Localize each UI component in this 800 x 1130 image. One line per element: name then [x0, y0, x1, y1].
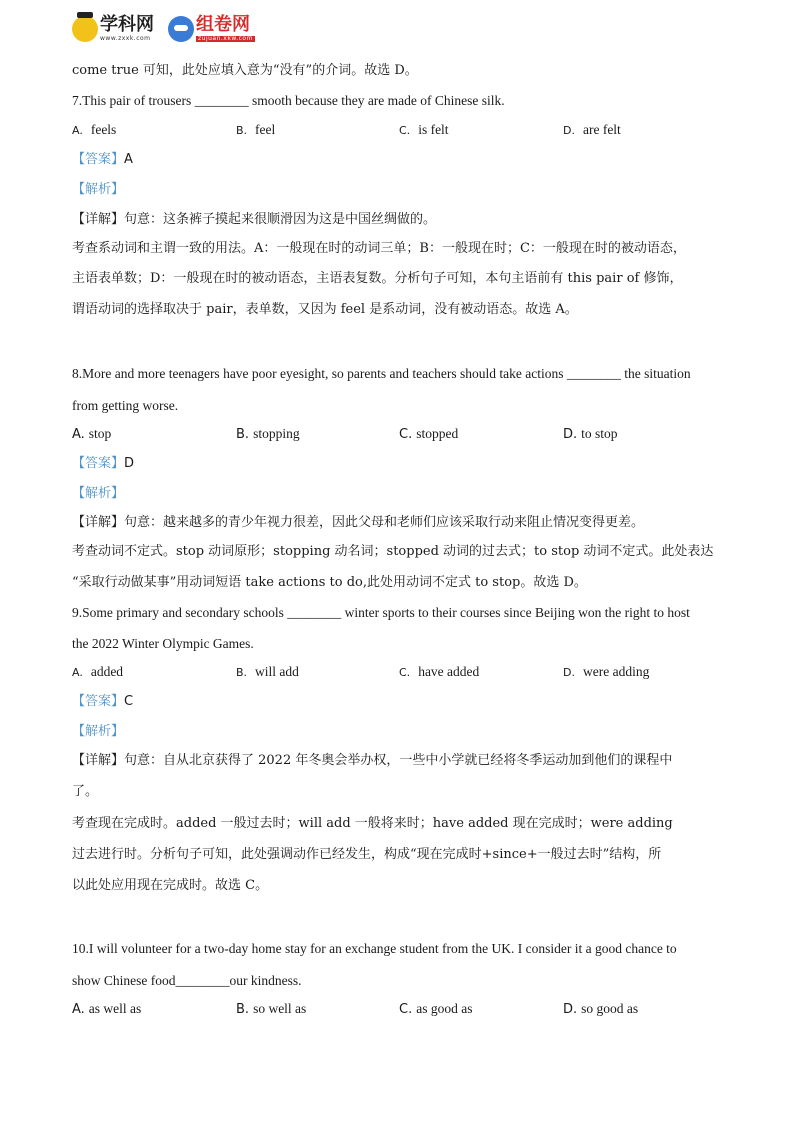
question-9-line1: 9.Some primary and secondary schools ________ winter sports to their courses since Beijing won the right to host	[72, 605, 690, 620]
q8-option-d: D. to stop	[563, 426, 618, 442]
q9-answer: 【答案】C	[72, 694, 134, 709]
logo-url: www.zxxk.com	[100, 35, 151, 42]
q8-detail-1: 【详解】句意：越来越多的青少年视力很差，因此父母和老师们应该采取行动来阻止情况变得更差。	[72, 515, 645, 530]
q9-detail-3: 考查现在完成时。added 一般过去时；will add 一般将来时；have added 现在完成时；were adding	[72, 816, 673, 831]
q9-detail-1: 【详解】句意：自从北京获得了 2022 年冬奥会举办权，一些中小学就已经将冬季运动加到他们的课程中	[72, 753, 673, 768]
q10-option-b: B. so well as	[236, 1001, 307, 1017]
q10-option-d: D. so good as	[563, 1001, 639, 1017]
question-8-line2: from getting worse.	[72, 398, 179, 413]
q7-option-b: B. feel	[236, 122, 276, 137]
logo-zujuanwang	[168, 16, 255, 42]
intro-text: come true 可知，此处应填入意为“没有”的介词。故选 D。	[72, 63, 418, 78]
q8-analysis-tag: 【解析】	[72, 486, 125, 501]
q7-detail-1: 【详解】句意：这条裤子摸起来很顺滑因为这是中国丝绸做的。	[72, 212, 437, 227]
question-9-line2: the 2022 Winter Olympic Games.	[72, 636, 254, 651]
q8-detail-2: 考查动词不定式。stop 动词原形；stopping 动名词；stopped 动词的过去式；to stop 动词不定式。此处表达	[72, 544, 714, 559]
q9-option-a: A. added	[72, 664, 124, 679]
q7-detail-4: 谓语动词的选择取决于 pair，表单数，又因为 feel 是系动词，没有被动语态。故选 A。	[72, 302, 578, 317]
question-7: 7.This pair of trousers ________ smooth because they are made of Chinese silk.	[72, 93, 505, 108]
q7-option-a: A. feels	[72, 122, 117, 137]
q9-detail-2: 了。	[72, 784, 99, 799]
question-8-line1: 8.More and more teenagers have poor eyesight, so parents and teachers should take actions ________ the situation	[72, 366, 691, 381]
question-10-line2: show Chinese food________our kindness.	[72, 973, 302, 988]
q8-option-c: C. stopped	[399, 426, 459, 442]
mascot-icon	[72, 16, 98, 42]
q10-option-c: C. as good as	[399, 1001, 473, 1017]
q7-analysis-tag: 【解析】	[72, 182, 125, 197]
page-header	[72, 12, 269, 46]
q8-detail-3: “采取行动做某事”用动词短语 take actions to do,此处用动词不定式 to stop。故选 D。	[72, 575, 587, 590]
q7-option-c: C. is felt	[399, 122, 449, 137]
q9-option-d: D. were adding	[563, 664, 650, 679]
q9-analysis-tag: 【解析】	[72, 724, 125, 739]
q7-detail-2: 考查系动词和主谓一致的用法。A：一般现在时的动词三单；B：一般现在时；C：一般现在时的被动语态，	[72, 241, 686, 256]
q8-answer: 【答案】D	[72, 456, 135, 471]
q8-option-a: A. stop	[72, 426, 112, 442]
q9-option-b: B. will add	[236, 664, 299, 679]
q9-detail-4: 过去进行时。分析句子可知，此处强调动作已经发生，构成“现在完成时+since+一般过去时”结构，所	[72, 847, 662, 862]
q7-option-d: D. are felt	[563, 122, 621, 137]
logo-name: 组卷网	[196, 14, 250, 35]
q7-answer: 【答案】A	[72, 152, 133, 167]
logo-xuekewang	[72, 16, 154, 42]
question-10-line1: 10.I will volunteer for a two-day home stay for an exchange student from the UK. I consider it a good chance to	[72, 941, 677, 956]
owl-mascot-icon	[168, 16, 194, 42]
logo-url: zujuan.xkw.com	[198, 35, 253, 42]
q8-option-b: B. stopping	[236, 426, 300, 442]
q9-detail-5: 以此处应用现在完成时。故选 C。	[72, 878, 269, 893]
q10-option-a: A. as well as	[72, 1001, 142, 1017]
q7-detail-3: 主语表单数；D：一般现在时的被动语态，主语表复数。分析句子可知，本句主语前有 this pair of 修饰，	[72, 271, 683, 286]
logo-name: 学科网	[100, 14, 154, 35]
q9-option-c: C. have added	[399, 664, 480, 679]
